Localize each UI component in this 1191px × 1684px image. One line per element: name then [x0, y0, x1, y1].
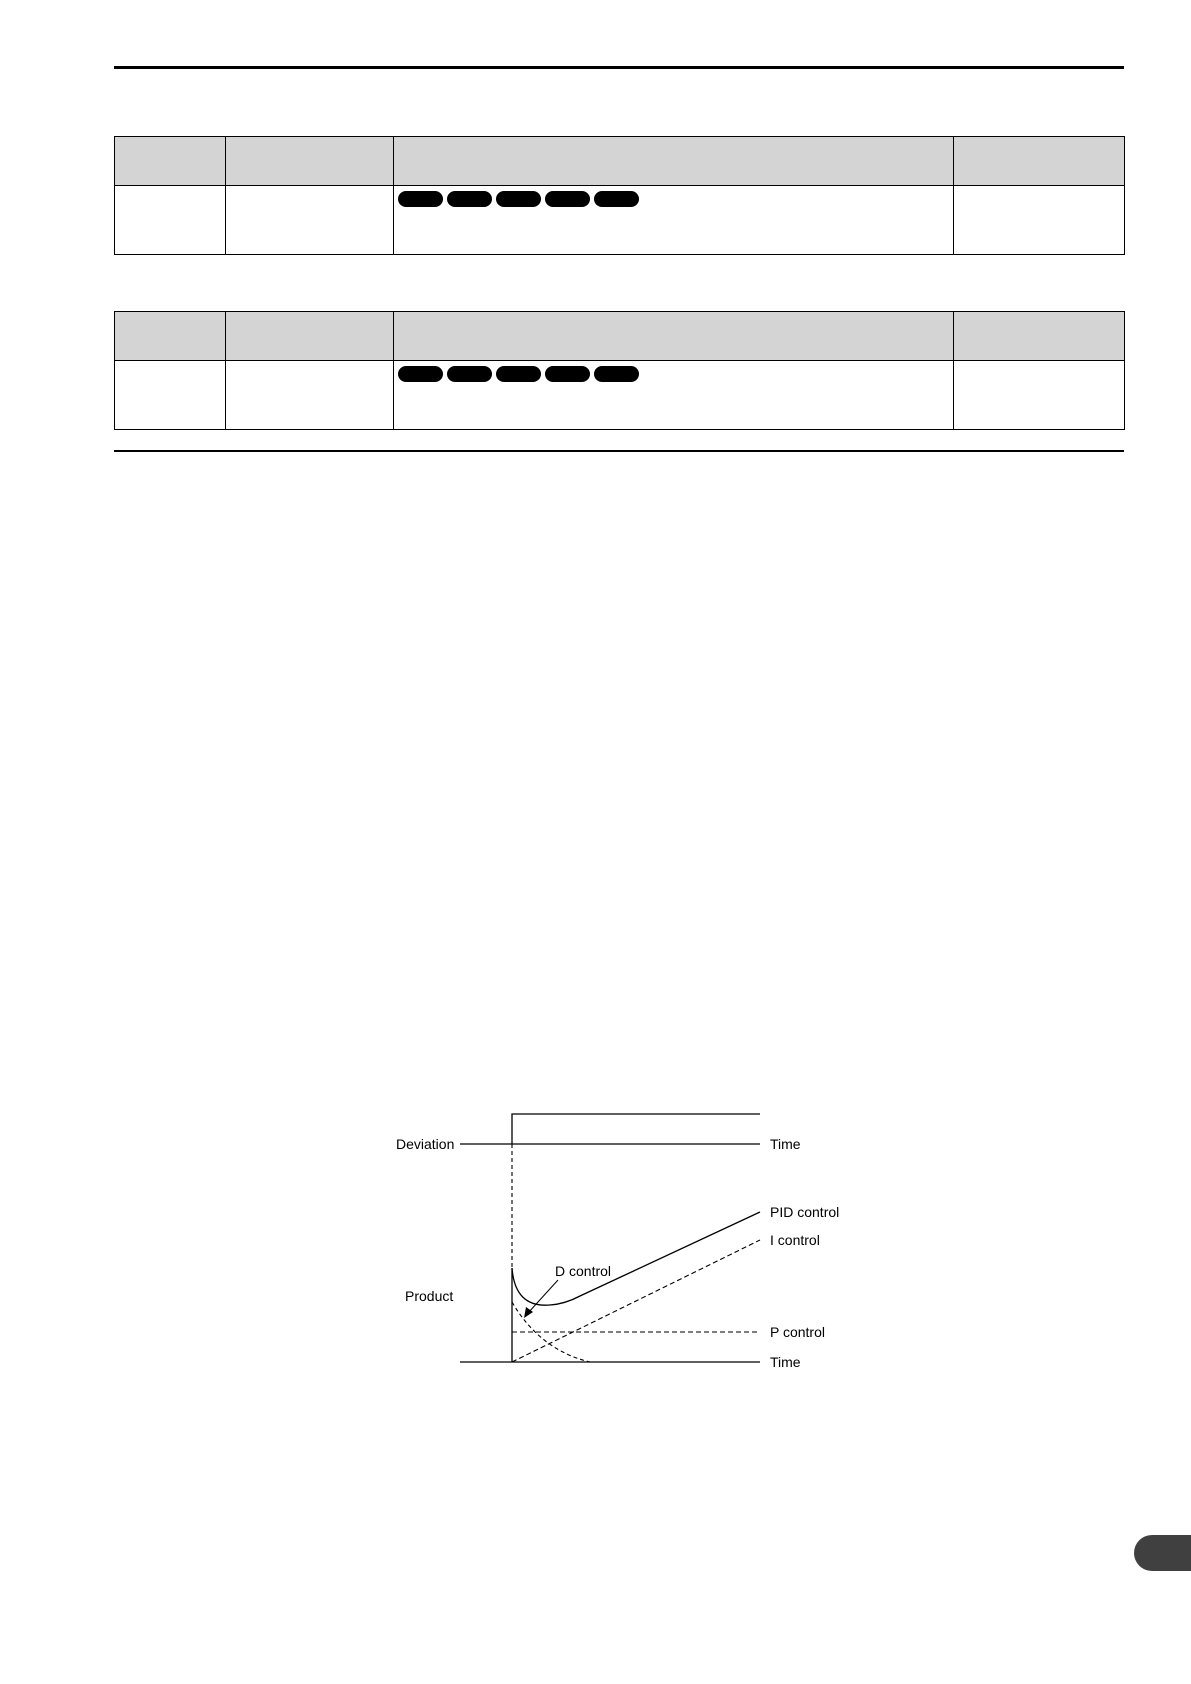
table-cell [394, 361, 954, 430]
header-cell [226, 312, 394, 361]
time-label-bottom: Time [770, 1354, 801, 1370]
table-cell [115, 361, 226, 430]
table-cell [954, 361, 1125, 430]
control-mode-badge [594, 366, 639, 382]
control-mode-badge [545, 366, 590, 382]
header-cell [954, 137, 1125, 186]
control-mode-badge [447, 366, 492, 382]
deviation-label: Deviation [396, 1136, 455, 1152]
d-control-pointer [528, 1280, 558, 1313]
table-row [115, 186, 1125, 255]
control-mode-badge [594, 191, 639, 207]
d-control-label: D control [555, 1263, 612, 1279]
table-cell [394, 186, 954, 255]
header-cell [226, 137, 394, 186]
control-mode-badge [398, 366, 443, 382]
control-mode-badge [496, 366, 541, 382]
deviation-step-line [460, 1114, 760, 1144]
product-label: Product [405, 1288, 454, 1304]
control-mode-badges [394, 361, 953, 382]
section-tab[interactable] [1134, 1535, 1191, 1571]
header-rule [114, 66, 1124, 69]
p-control-label: P control [770, 1324, 825, 1340]
control-mode-badge [398, 191, 443, 207]
parameter-table [114, 311, 1125, 430]
table-cell [226, 186, 394, 255]
table-cell [954, 186, 1125, 255]
header-cell [954, 312, 1125, 361]
table-cell [115, 186, 226, 255]
table-header-row [115, 312, 1125, 361]
header-cell [115, 137, 226, 186]
parameter-table [114, 136, 1125, 255]
header-cell [394, 312, 954, 361]
table-header-row [115, 137, 1125, 186]
i-control-label: I control [770, 1232, 820, 1248]
header-cell [115, 312, 226, 361]
table-cell [226, 361, 394, 430]
control-mode-badge [496, 191, 541, 207]
header-cell [394, 137, 954, 186]
pid-control-label: PID control [770, 1204, 840, 1220]
table-row [115, 361, 1125, 430]
pid-control-diagram [390, 1100, 850, 1380]
table-end-rule [114, 450, 1124, 452]
time-label-top: Time [770, 1136, 801, 1152]
control-mode-badge [545, 191, 590, 207]
control-mode-badges [394, 186, 953, 207]
control-mode-badge [447, 191, 492, 207]
